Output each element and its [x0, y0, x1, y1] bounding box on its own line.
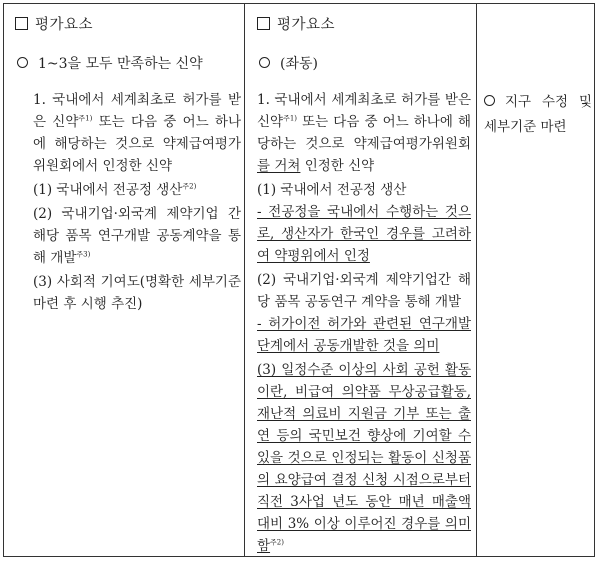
criteria-item-2: (2) 국내기업·외국계 제약기업 간 해당 품목 연구개발 공동계약을 통해 개발$^{주3)}$ [33, 206, 241, 266]
column-header: 평가요소 [257, 13, 335, 34]
criteria-item-2: (2) 국내기업·외국계 제약기업간 해당 품목 공동연구 계약을 통해 개발 [257, 272, 471, 310]
checkbox-square-icon [15, 17, 28, 30]
criteria-item-1: (1) 국내에서 전공정 생산$^{주2)}$ [33, 182, 197, 198]
criteria-body [33, 89, 241, 315]
criteria-item-2-detail: - 허가이전 허가와 관련된 연구개발 단계에서 공동개발한 것을 의미 [257, 316, 471, 354]
column-revised [245, 3, 477, 557]
column-remarks [477, 3, 595, 557]
circle-bullet-icon [17, 57, 28, 68]
criteria-main: 1. 국내에서 세계최초로 허가를 받은 신약$^{주1)}$ 또는 다음 중 어느 하나에 해당하는 것으로 약제급여평가위원회에서 인정한 신약 [33, 92, 241, 174]
checkbox-square-icon [257, 17, 270, 30]
criteria-subheading: 1~3을 모두 만족하는 신약 [17, 53, 203, 73]
circle-bullet-icon [259, 57, 270, 68]
criteria-item-3: (3) 사회적 기여도(명확한 세부기준 마련 후 시행 추진) [33, 274, 241, 312]
criteria-main: 1. 국내에서 세계최초로 허가를 받은 신약$^{주1)}$ 또는 다음 중 어느 하나에 해당하는 것으로 약제급여평가위원회를 거쳐 인정한 신약 [257, 92, 471, 174]
remarks-note: 지구 수정 및 세부기준 마련 [484, 94, 592, 135]
criteria-subheading: (좌동) [259, 53, 318, 73]
column-current [3, 3, 245, 557]
criteria-item-3: (3) 일정수준 이상의 사회 공헌 활동이란, 비급여 의약품 무상공급활동, 재난적 의료비 지원금 기부 또는 출연 등의 국민보건 향상에 기여할 수 있을 것으로 인정되는 활동이 신청품의 요양급여 결정 신청 시점으로부터 직전 3사업 년도 동안 매년 매출액 대비 3% 이상 이루어진 경우를 의미함$^{주2)}$ [257, 362, 471, 554]
criteria-body [257, 89, 471, 557]
criteria-item-1-detail: - 전공정을 국내에서 수행하는 것으로, 생산자가 한국인 경우를 고려하여 약평위에서 인정 [257, 204, 471, 264]
circle-bullet-icon [484, 95, 495, 106]
column-header: 평가요소 [15, 13, 93, 34]
criteria-item-1: (1) 국내에서 전공정 생산 [257, 182, 407, 198]
